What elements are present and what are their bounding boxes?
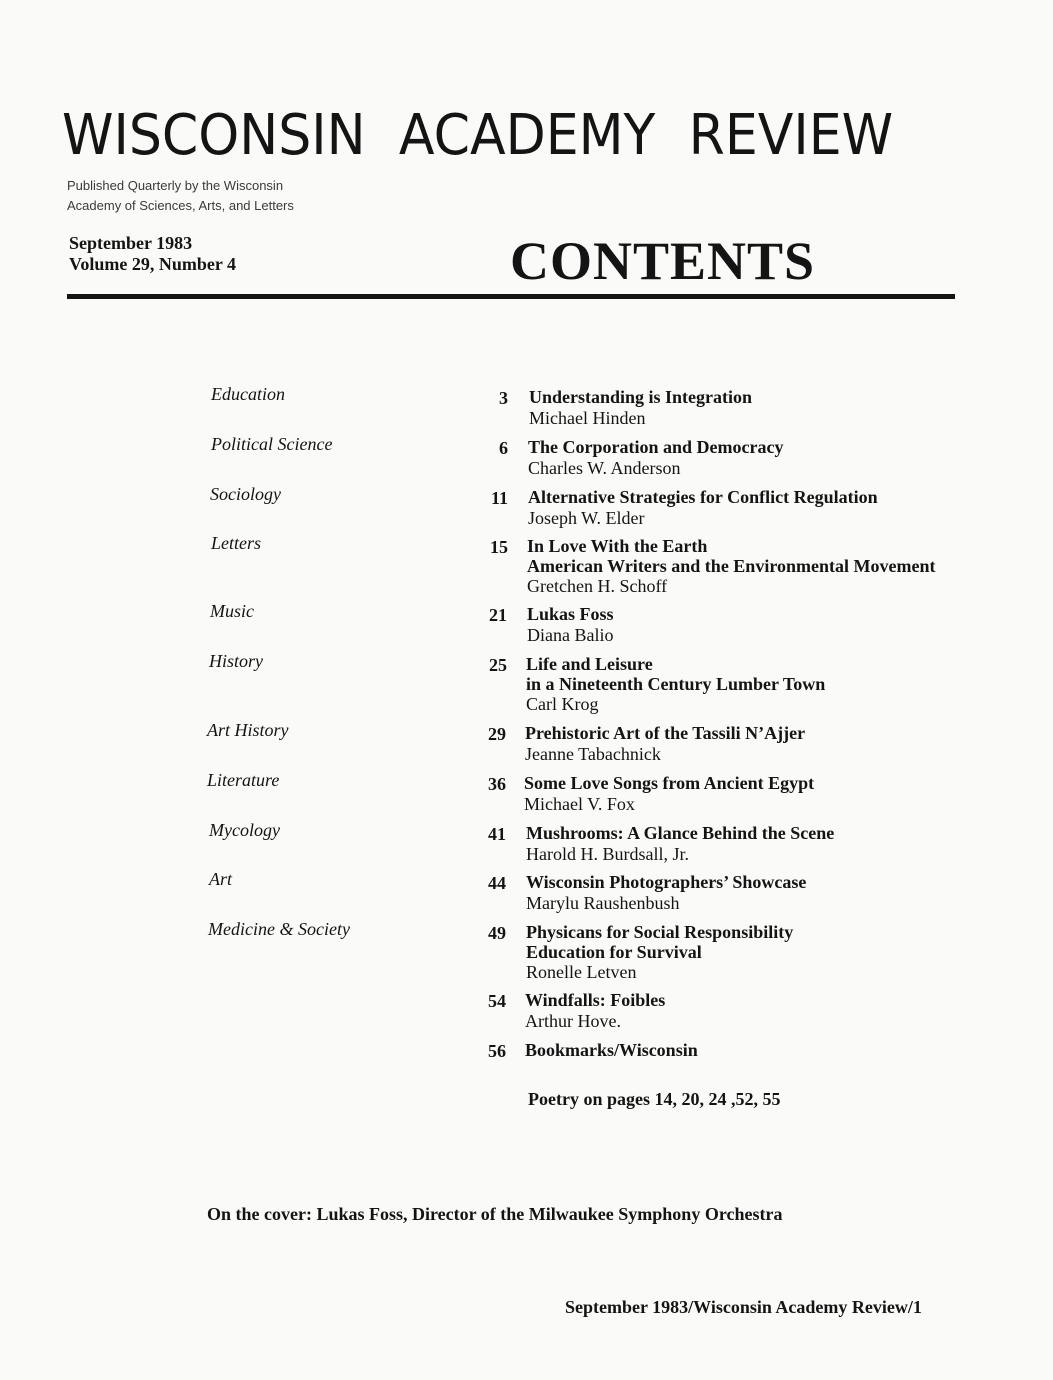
publisher-statement [67, 176, 367, 216]
toc-author: Diana Balio [527, 624, 614, 645]
toc-article-title: Physicans for Social Responsibility [526, 922, 794, 942]
toc-article-title: Life and Leisure [526, 654, 653, 674]
toc-subject: Sociology [210, 484, 281, 504]
toc-author: Joseph W. Elder [528, 507, 645, 528]
toc-article-title: Windfalls: Foibles [525, 990, 666, 1010]
masthead-title: WISCONSIN ACADEMY REVIEW [62, 103, 894, 168]
toc-page-number: 15 [490, 537, 508, 557]
toc-page-number: 36 [488, 774, 506, 794]
toc-subject: Music [210, 601, 254, 621]
poetry-note: Poetry on pages 14, 20, 24 ,52, 55 [528, 1089, 781, 1109]
toc-page-number: 25 [489, 655, 507, 675]
toc-page-number: 54 [488, 991, 506, 1011]
toc-article-title: Lukas Foss [527, 604, 614, 624]
toc-subject: Letters [211, 533, 262, 553]
toc-author: Ronelle Letven [526, 962, 637, 982]
toc-article-title: The Corporation and Democracy [528, 437, 784, 457]
toc-author: Jeanne Tabachnick [525, 743, 661, 764]
toc-author: Harold H. Burdsall, Jr. [526, 843, 689, 864]
page-footer: September 1983/Wisconsin Academy Review/1 [565, 1297, 922, 1317]
toc-page-number: 44 [488, 873, 506, 893]
toc-page-number: 6 [499, 438, 508, 458]
toc-page-number: 49 [488, 923, 506, 943]
toc-subject: Education [211, 384, 285, 404]
header-rule [67, 294, 955, 299]
toc-page-number: 56 [488, 1041, 506, 1061]
toc-article-title: Alternative Strategies for Conflict Regulation [528, 487, 878, 507]
toc-article-title: Wisconsin Photographers’ Showcase [526, 872, 807, 892]
issue-volume: Volume 29, Number 4 [69, 254, 237, 274]
toc-author: Gretchen H. Schoff [527, 576, 668, 596]
issue-info [69, 233, 236, 275]
toc-article-title: Prehistoric Art of the Tassili N’Ajjer [525, 723, 806, 743]
toc-page-number: 41 [488, 824, 506, 844]
toc-article-title: Mushrooms: A Glance Behind the Scene [526, 823, 835, 843]
contents-heading: CONTENTS [510, 231, 816, 291]
toc-page-number: 3 [499, 388, 508, 408]
toc-author: Michael V. Fox [524, 793, 635, 814]
toc-author: Charles W. Anderson [528, 457, 681, 478]
toc-article-title: Bookmarks/Wisconsin [525, 1040, 698, 1060]
toc-article-title: Understanding is Integration [529, 387, 753, 407]
toc-subject: History [209, 651, 263, 671]
toc-author: Arthur Hove. [525, 1010, 621, 1031]
toc-subject: Literature [207, 770, 280, 790]
toc-subject: Mycology [209, 820, 280, 840]
issue-date: September 1983 [69, 233, 193, 253]
toc-article-title: American Writers and the Environmental Movement [527, 555, 936, 576]
toc-subject: Art History [207, 720, 289, 740]
toc-article-title: Some Love Songs from Ancient Egypt [524, 773, 815, 793]
publisher-line-2: Academy of Sciences, Arts, and Letters [67, 198, 294, 213]
toc-subject: Medicine & Society [208, 919, 350, 939]
toc-page-number: 11 [490, 488, 508, 508]
toc-page-number: 29 [488, 724, 506, 744]
toc-subject: Art [209, 869, 233, 889]
toc-article-title: In Love With the Earth [527, 536, 708, 556]
toc-article-title: Education for Survival [526, 941, 702, 962]
toc-author: Carl Krog [526, 694, 599, 714]
publisher-line-1: Published Quarterly by the Wisconsin [67, 178, 284, 193]
toc-author: Marylu Raushenbush [526, 892, 680, 913]
toc-author: Michael Hinden [529, 407, 646, 428]
toc-page-number: 21 [489, 605, 507, 625]
toc-article-title: in a Nineteenth Century Lumber Town [526, 673, 826, 694]
cover-note: On the cover: Lukas Foss, Director of the Milwaukee Symphony Orchestra [207, 1204, 783, 1224]
toc-subject: Political Science [211, 434, 333, 454]
